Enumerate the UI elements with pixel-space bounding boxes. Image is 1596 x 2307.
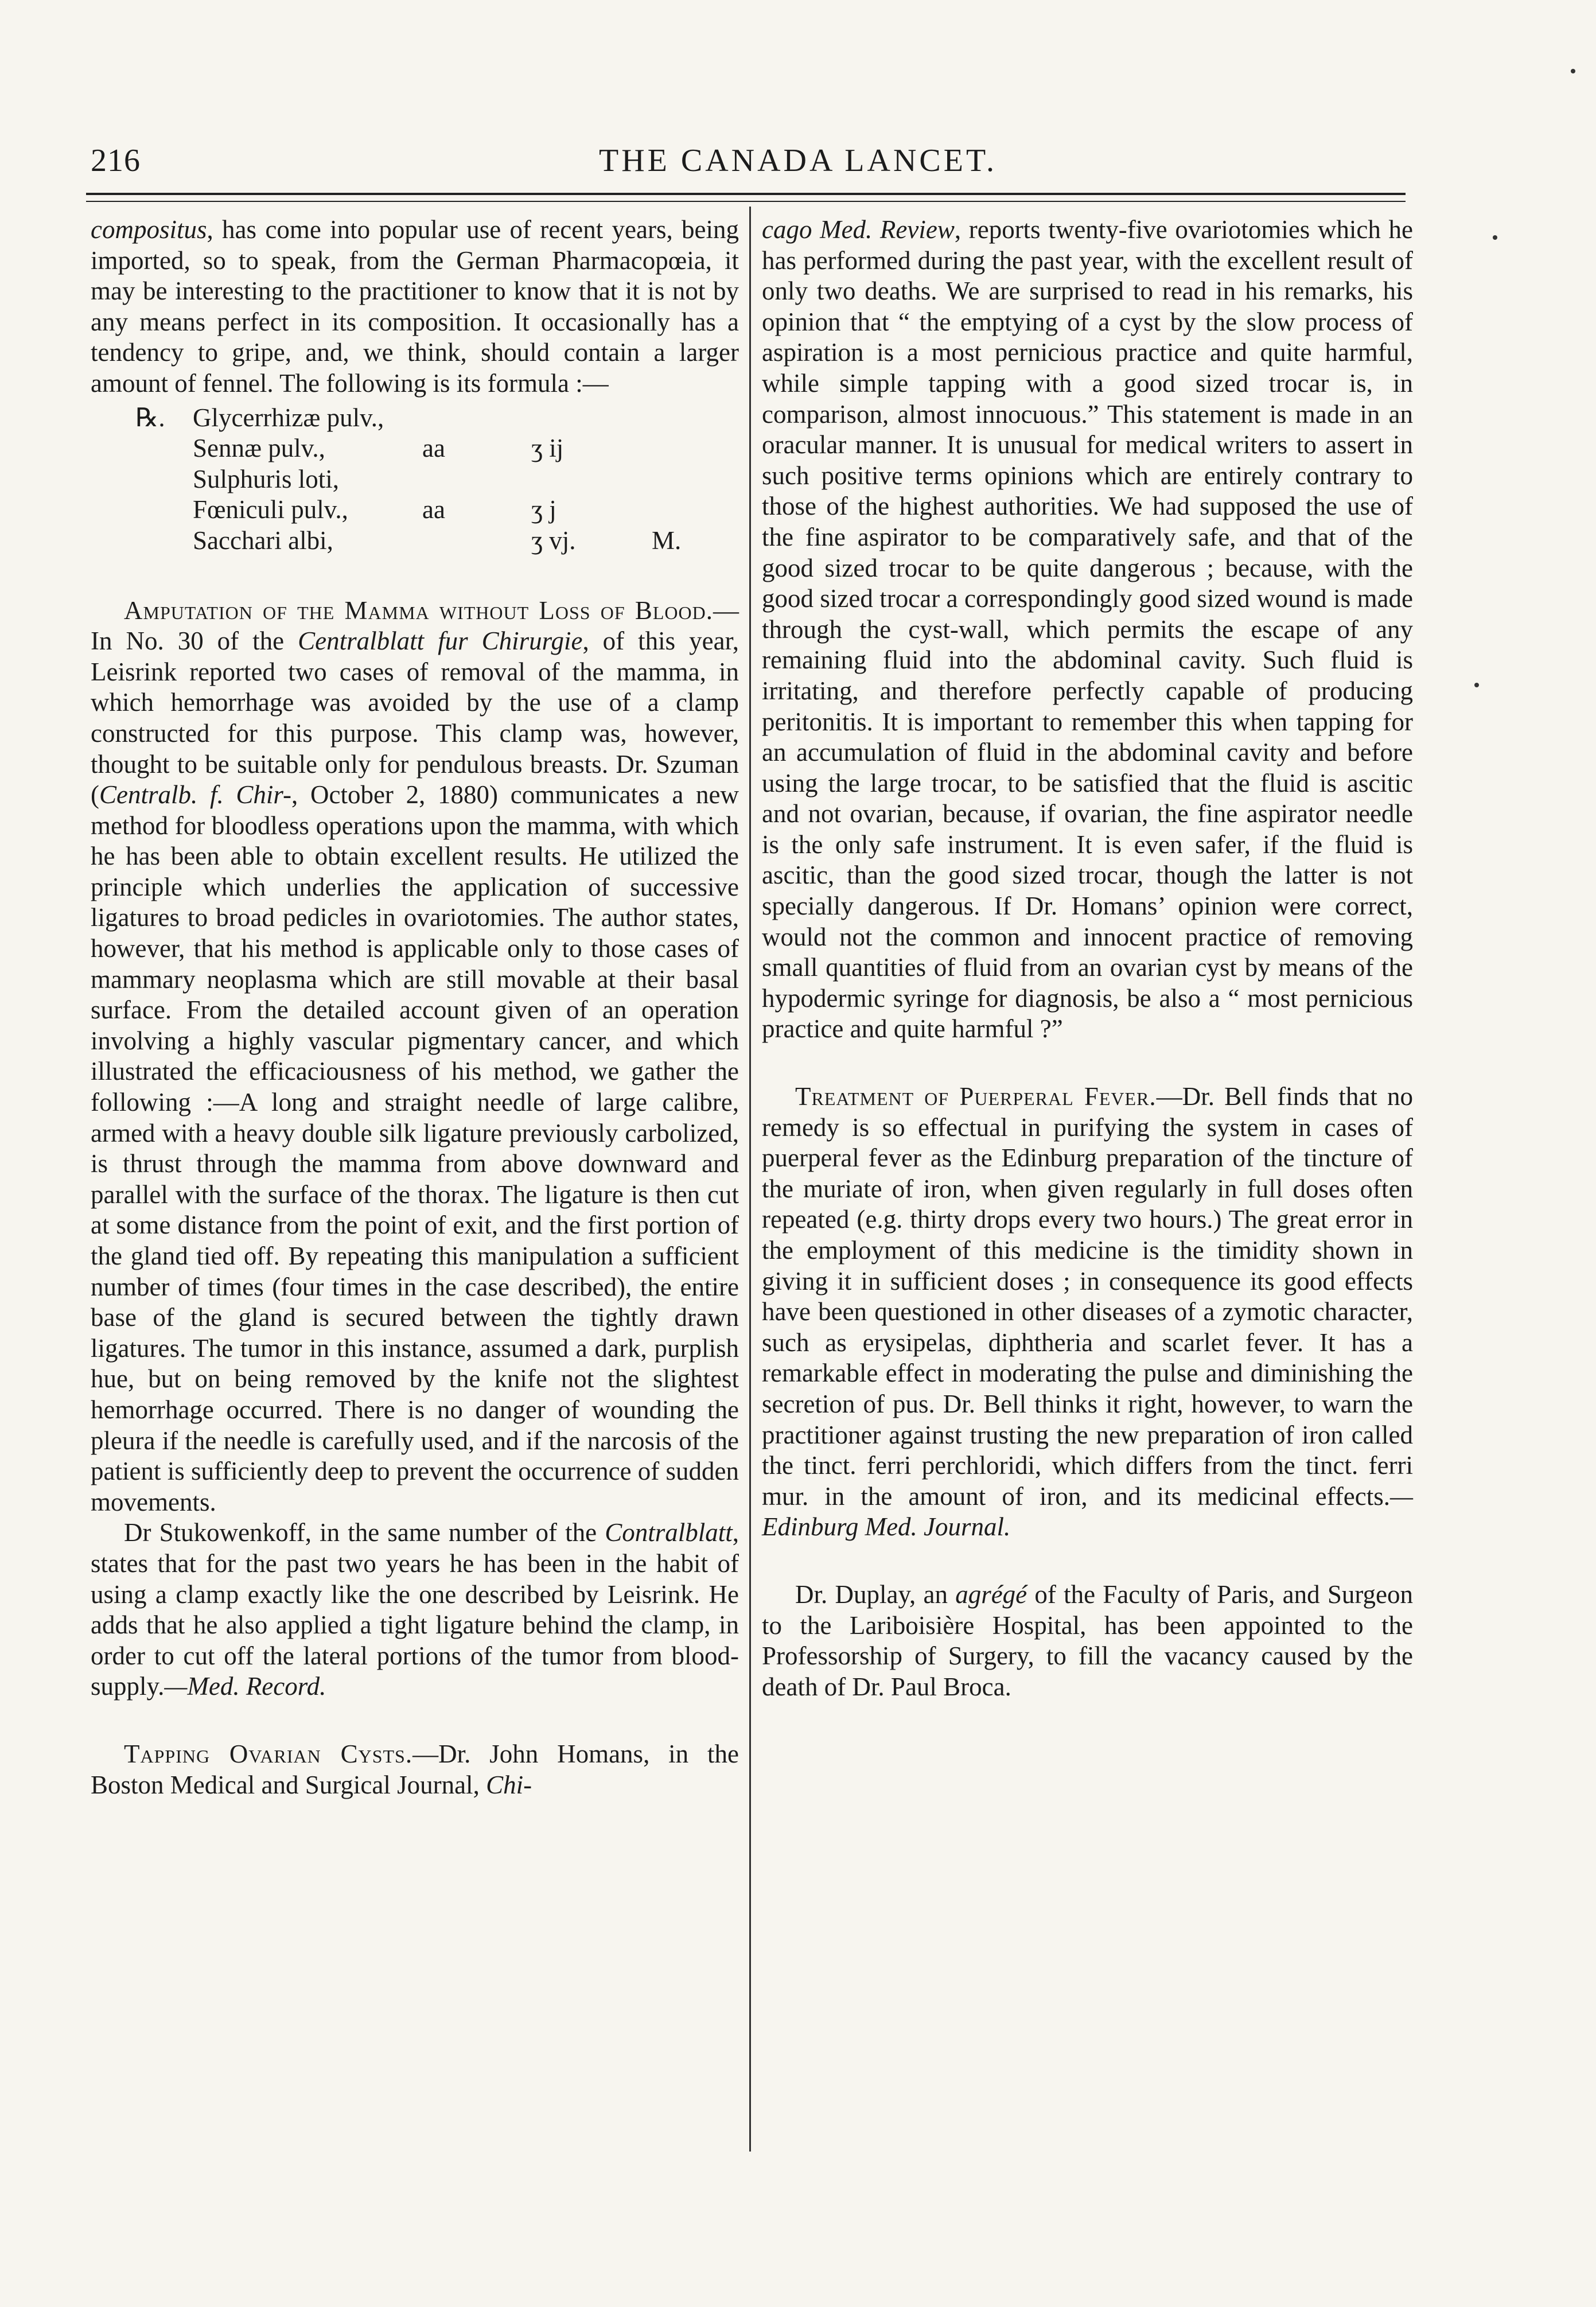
recipe-symbol bbox=[91, 526, 193, 557]
amputation-paragraph bbox=[91, 596, 739, 1518]
formula-aa: aa bbox=[422, 495, 445, 524]
formula-quantity bbox=[531, 464, 652, 495]
amputation-text: , October 2, 1880) communicates a new method for bloodless operations upon the mamma, with which he has been able to obtain excellent results. He utilized the principle which underlies the application of successive ligatures to broad pedicles in ovariotomies. The author states, however, that his method is applicable only to those cases of mammary neoplasma which are still movable at their basal surface. From the detailed account given of an operation involving a highly vascular pigmentary cancer, and which illustrated the efficaciousness of his method, we gather the following :—A long and straight needle of large calibre, armed with a heavy double silk ligature previously carbolized, is thrust through the mamma from above downward and parallel with the surface of the thorax. The ligature is then cut at some distance from the point of exit, and the first portion of the gland tied off. By repeating this manipulation a sufficient number of times (four times in the case described), the entire base of the gland is secured between the tightly drawn ligatures. The tumor in this instance, assumed a dark, purplish hue, but on being removed by the knife not the slightest hemorrhage occurred. There is no danger of wounding the pleura if the needle is carefully used, and if the narcosis of the patient is sufficiently deep to prevent the occurrence of sudden movements. bbox=[91, 780, 739, 1516]
formula-sig bbox=[652, 464, 698, 495]
source-citation: —Med. Record. bbox=[164, 1672, 326, 1701]
formula-quantity: ʒ j bbox=[531, 495, 556, 524]
stukowenkoff-text: , states that for the past two years he has been in the habit of using a clamp exactly like the one described by Leisrink. He adds that he also applied a tight ligature behind the clamp, in order to cut off the lateral portions of the tumor from blood-supply. bbox=[91, 1518, 739, 1701]
amputation-text: , of this year, Leisrink reported two cases of removal of the mamma, in which hemorrhage was avoided by the use of a clamp constructed for this purpose. This clamp was, however, thought to be suitable only for pendulous breasts. Dr. Szuman ( bbox=[91, 627, 739, 810]
formula-row bbox=[91, 526, 739, 557]
formula-ingredient: Glycerrhizæ pulv., bbox=[193, 403, 384, 432]
intro-text: , has come into popular use of recent years, being imported, so to speak, from the German Pharmacopœia, it may be interesting to the practitioner to know that it is not by any means perfect in its composition. It occasionally has a tendency to gripe, and, we think, should contain a larger amount of fennel. The following is its formula :— bbox=[91, 215, 739, 398]
formula-row bbox=[91, 495, 739, 526]
formula-ingredient: Sacchari albi, bbox=[193, 526, 333, 555]
formula bbox=[91, 403, 739, 557]
page-number: 216 bbox=[91, 143, 141, 178]
duplay-paragraph bbox=[762, 1580, 1413, 1702]
scan-speck bbox=[1571, 69, 1575, 73]
formula-sig: M. bbox=[652, 526, 682, 555]
tapping-citation: Chi- bbox=[486, 1770, 532, 1799]
formula-quantity bbox=[531, 403, 652, 434]
recipe-symbol bbox=[91, 495, 193, 526]
formula-aa: aa bbox=[422, 434, 445, 463]
tapping-continuation bbox=[762, 215, 1413, 1045]
duplay-text: Dr. Duplay, an bbox=[795, 1580, 956, 1609]
formula-row bbox=[91, 464, 739, 495]
running-head: THE CANADA LANCET. bbox=[598, 143, 998, 178]
scan-speck bbox=[1474, 683, 1479, 687]
tapping-heading: Tapping Ovarian Cysts. bbox=[124, 1739, 413, 1768]
amputation-citation: Centralblatt fur Chirurgie bbox=[298, 627, 583, 656]
duplay-text: of the Faculty of Paris, and Surgeon to the Lariboisière Hospital, has been appointed to the Professorship of Surgery, to fill the vacancy caused by the death of Dr. Paul Broca. bbox=[762, 1580, 1413, 1701]
formula-aa bbox=[422, 464, 531, 495]
stukowenkoff-paragraph bbox=[91, 1518, 739, 1702]
stukowenkoff-citation: Contralblatt bbox=[605, 1518, 733, 1547]
formula-row bbox=[91, 403, 739, 434]
formula-aa bbox=[422, 526, 531, 557]
formula-quantity: ʒ ij bbox=[531, 434, 564, 463]
section-gap bbox=[762, 1045, 1413, 1081]
section-gap bbox=[91, 559, 739, 596]
left-column bbox=[91, 215, 739, 1800]
puerperal-text: —Dr. Bell finds that no remedy is so effectual in purifying the system in cases of puerperal fever as the Edinburg preparation of the tincture of the muriate of iron, when given regularly in full doses often repeated (e.g. thirty drops every two hours.) The great error in the employment of this medicine is the timidity shown in giving it in sufficient doses ; in consequence its good effects have been questioned in other diseases of a zymotic character, such as erysipelas, diphtheria and scarlet fever. It has a remarkable effect in moderating the pulse and diminishing the secretion of pus. Dr. Bell thinks it right, however, to warn the practitioner against trusting the new preparation of iron called the tinct. ferri perchloridi, which differs from the tinct. ferri mur. in the amount of iron, and its medicinal effects. bbox=[762, 1082, 1413, 1511]
formula-sig bbox=[652, 403, 698, 434]
formula-aa bbox=[422, 403, 531, 434]
recipe-symbol bbox=[91, 433, 193, 464]
header-rule bbox=[86, 193, 1406, 195]
formula-quantity: ʒ vj. bbox=[531, 526, 576, 555]
formula-ingredient: Sulphuris loti, bbox=[193, 464, 340, 493]
source-citation: —Edinburg Med. Journal. bbox=[762, 1481, 1413, 1542]
tapping-continuation-text: , reports twenty-five ovariotomies which he has performed during the past year, with the excellent result of only two deaths. We are surprised to read in his remarks, his opinion that “ the emptying of a cyst by the slow process of aspiration is a most pernicious practice and quite harmful, while simple tapping with a good sized trocar is, in comparison, almost innocuous.” This statement is made in an oracular manner. It is unusual for medical writers to assert in such positive terms opinions which are entirely contrary to those of the highest authorities. We had supposed the use of the fine aspirator to be comparatively safe, and that of the good sized trocar to be quite dangerous ; because, with the good sized trocar a correspondingly good sized wound is made through the cyst-wall, which permits the escape of any remaining fluid into the abdominal cavity. Such fluid is irritating, and therefore perfectly capable of producing peritonitis. It is important to remember this when tapping for an accumulation of fluid in the abdominal cavity and before using the large trocar, to be satisfied that the fluid is ascitic and not ovarian, because, if ovarian, the fine aspirator needle is the only safe instrument. It is even safer, if the fluid is ascitic, than the good sized trocar, though the latter is not specially dangerous. If Dr. Homans’ opinion were correct, would not the common and innocent practice of removing small quantities of fluid from an ovarian cyst by means of the hypodermic syringe for diagnosis, be also a “ most pernicious practice and quite harmful ?” bbox=[762, 215, 1414, 1044]
header-rule-thin bbox=[86, 201, 1406, 202]
amputation-citation: Centralb. f. Chir- bbox=[99, 780, 292, 810]
recipe-symbol bbox=[91, 464, 193, 495]
section-gap bbox=[91, 1702, 739, 1739]
intro-paragraph bbox=[91, 215, 739, 399]
intro-italic: compositus bbox=[91, 215, 207, 244]
tapping-paragraph bbox=[91, 1739, 739, 1800]
scan-speck bbox=[1493, 235, 1497, 240]
formula-row bbox=[91, 433, 739, 464]
amputation-heading: Amputation of the Mamma without Loss of Blood. bbox=[124, 596, 713, 625]
recipe-symbol: ℞. bbox=[135, 403, 165, 432]
formula-ingredient: Fœniculi pulv., bbox=[193, 495, 348, 524]
formula-ingredient: Sennæ pulv., bbox=[193, 434, 325, 463]
right-column bbox=[762, 215, 1413, 1702]
stukowenkoff-text: Dr Stukowenkoff, in the same number of the bbox=[124, 1518, 605, 1547]
formula-sig bbox=[652, 433, 698, 464]
formula-sig bbox=[652, 495, 698, 526]
duplay-italic: agrégé bbox=[955, 1580, 1027, 1609]
column-divider bbox=[749, 207, 751, 2152]
amputation-text: —In No. 30 of the bbox=[91, 596, 739, 656]
puerperal-paragraph bbox=[762, 1081, 1413, 1543]
section-gap bbox=[762, 1543, 1413, 1580]
tapping-text: —Dr. John Homans, in the Boston Medical and Surgical Journal, bbox=[91, 1739, 739, 1799]
puerperal-heading: Treatment of Puerperal Fever. bbox=[795, 1082, 1157, 1111]
tapping-citation-end: cago Med. Review bbox=[762, 215, 955, 244]
